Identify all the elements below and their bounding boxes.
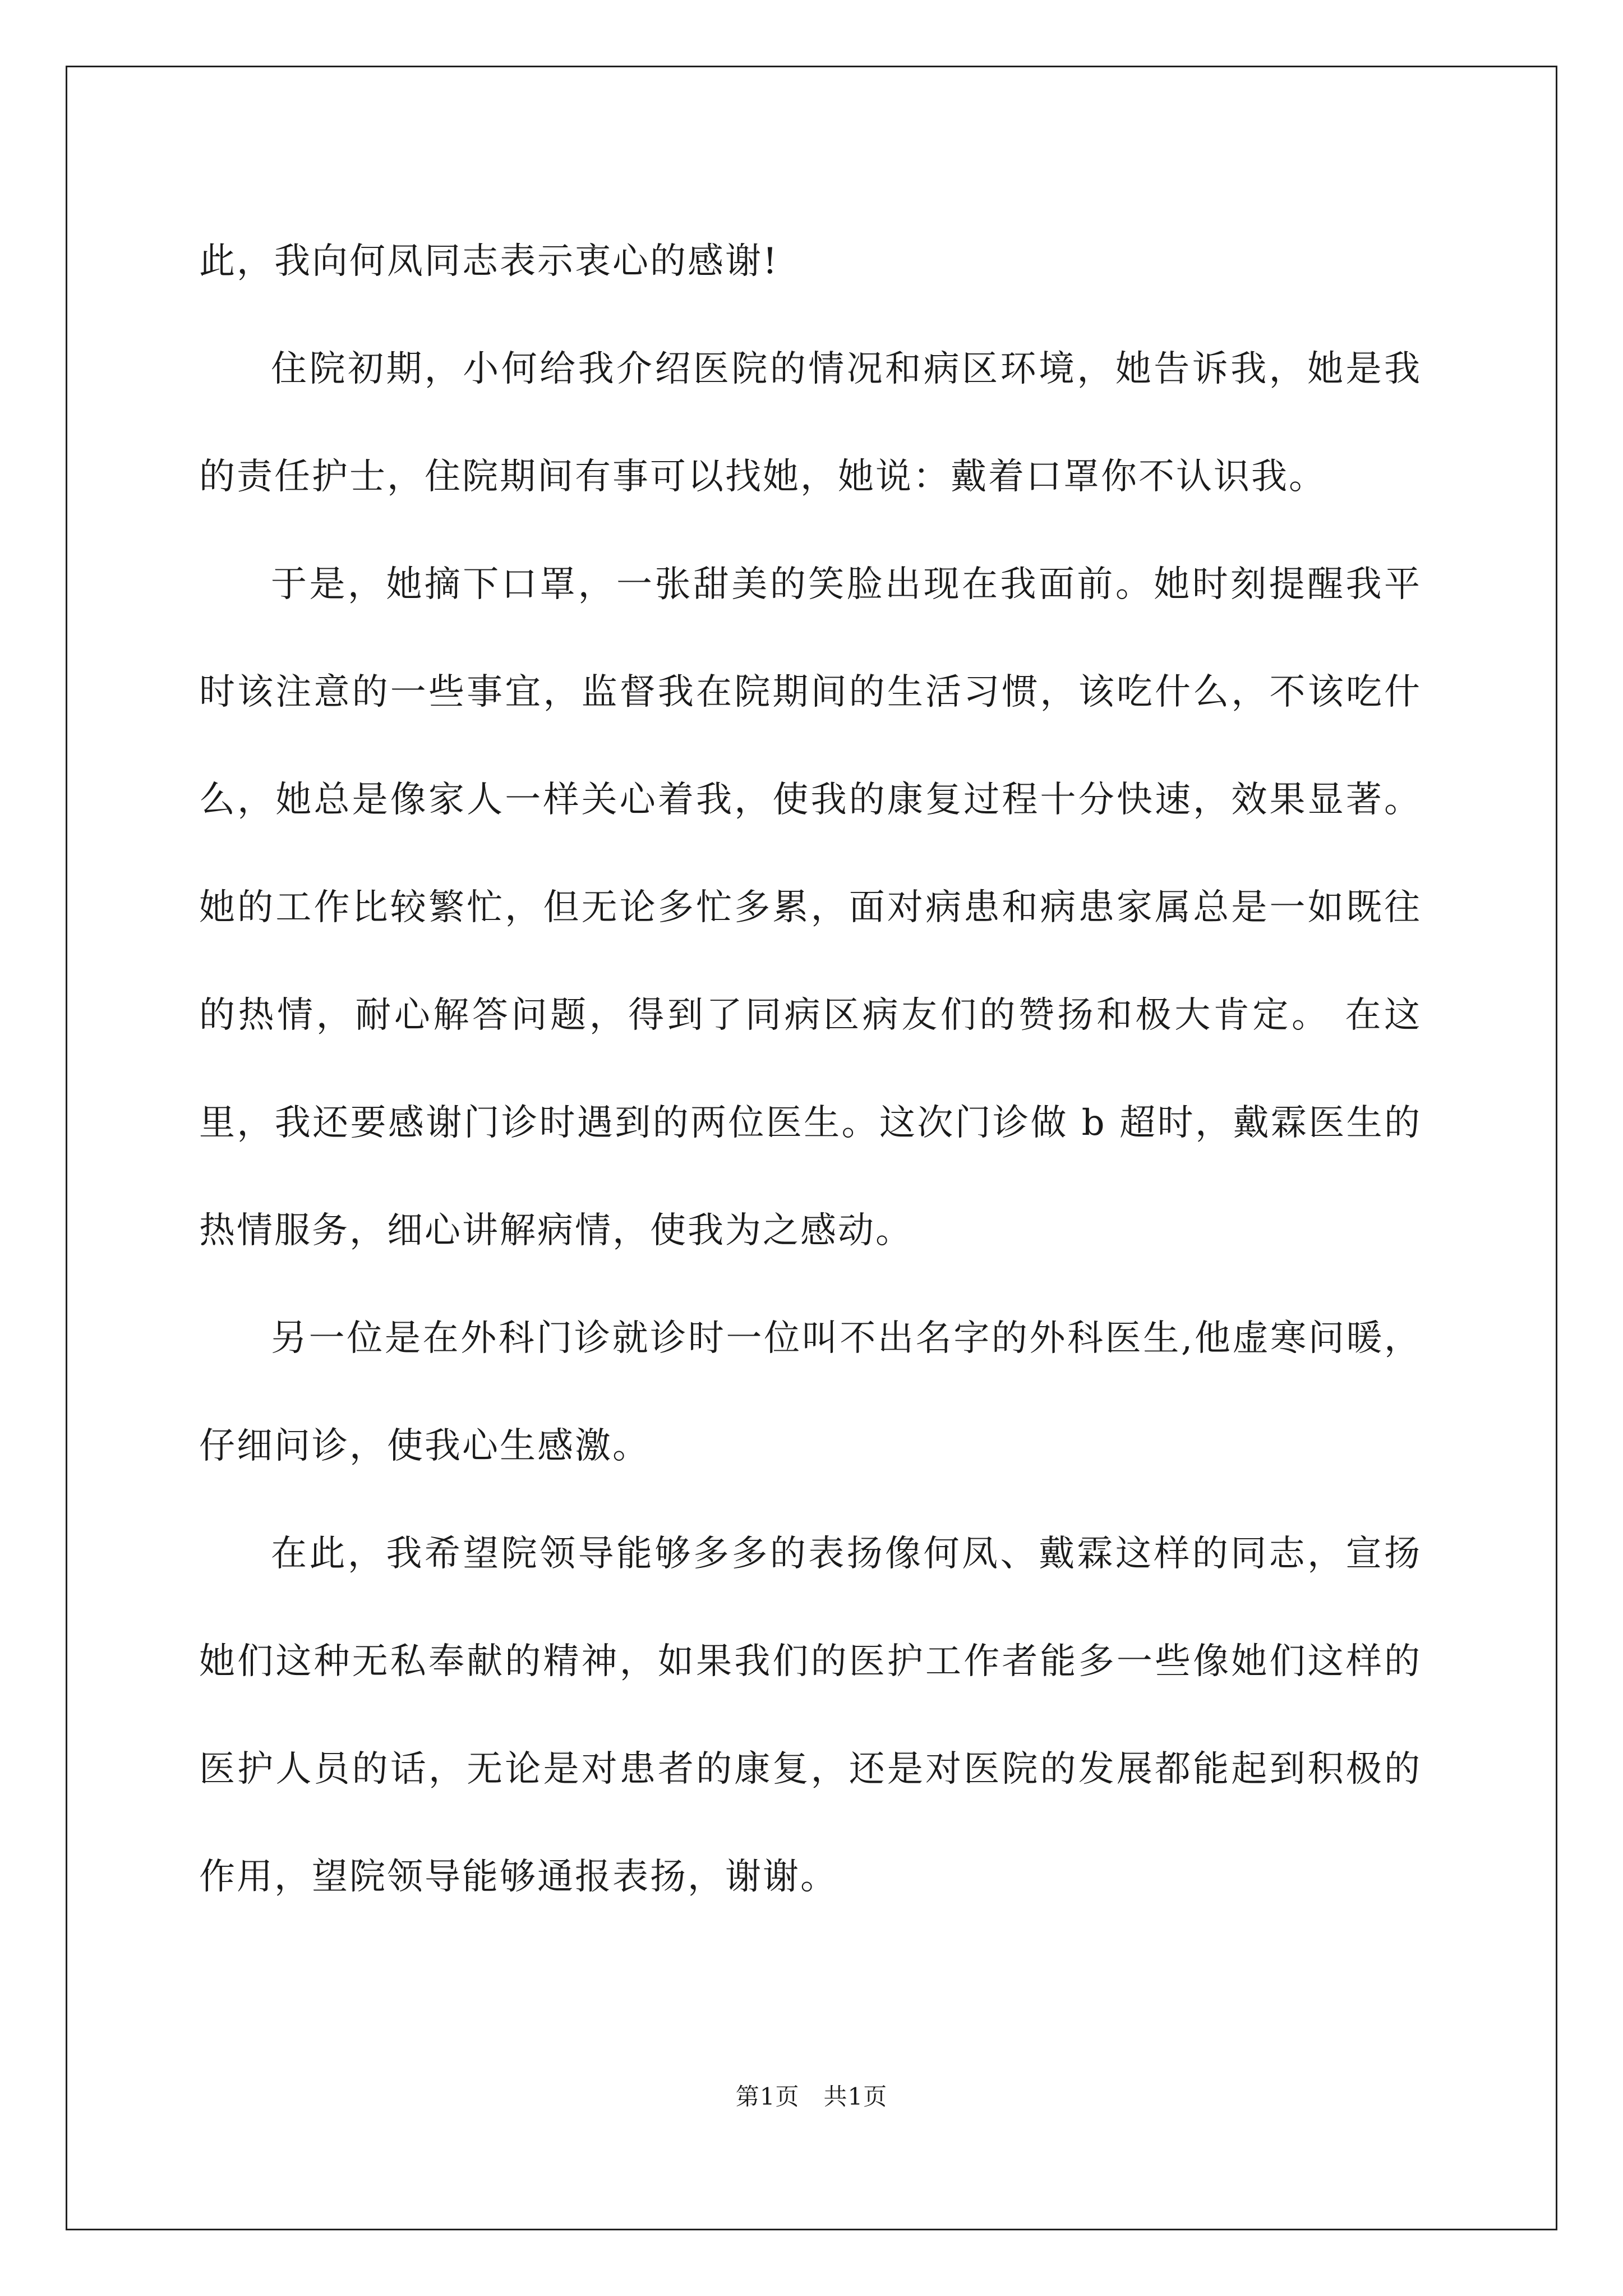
paragraph-2: 住院初期，小何给我介绍医院的情况和病区环境，她告诉我，她是我的责任护士，住院期间有事可以找她，她说：戴着口罩你不认识我。 — [199, 348, 1422, 498]
document-body — [199, 208, 1422, 1931]
paragraph-5: 在此，我希望院领导能够多多的表扬像何凤、戴霖这样的同志，宣扬她们这种无私奉献的精神，如果我们的医护工作者能多一些像她们这样的医护人员的话，无论是对患者的康复，还是对医院的发展都能起到积极的作用，望院领导能够通报表扬，谢谢。 — [199, 1533, 1422, 1898]
paragraph-4: 另一位是在外科门诊就诊时一位叫不出名字的外科医生,他虚寒问暖，仔细问诊，使我心生感激。 — [199, 1318, 1422, 1467]
page-number-footer: 第1页 共1页 — [735, 2083, 888, 2110]
paragraph-3: 于是，她摘下口罩，一张甜美的笑脸出现在我面前。她时刻提醒我平时该注意的一些事宜，监督我在院期间的生活习惯，该吃什么，不该吃什么，她总是像家人一样关心着我，使我的康复过程十分快速，效果显著。她的工作比较繁忙，但无论多忙多累，面对病患和病患家属总是一如既往的热情，耐心解答问题，得到了同病区病友们的赞扬和极大肯定。 在这里，我还要感谢门诊时遇到的两位医生。这次门诊做 b 超时，戴霖医生的热情服务，细心讲解病情，使我为之感动。 — [199, 564, 1422, 1251]
paragraph-1: 此，我向何凤同志表示衷心的感谢! — [199, 241, 779, 282]
